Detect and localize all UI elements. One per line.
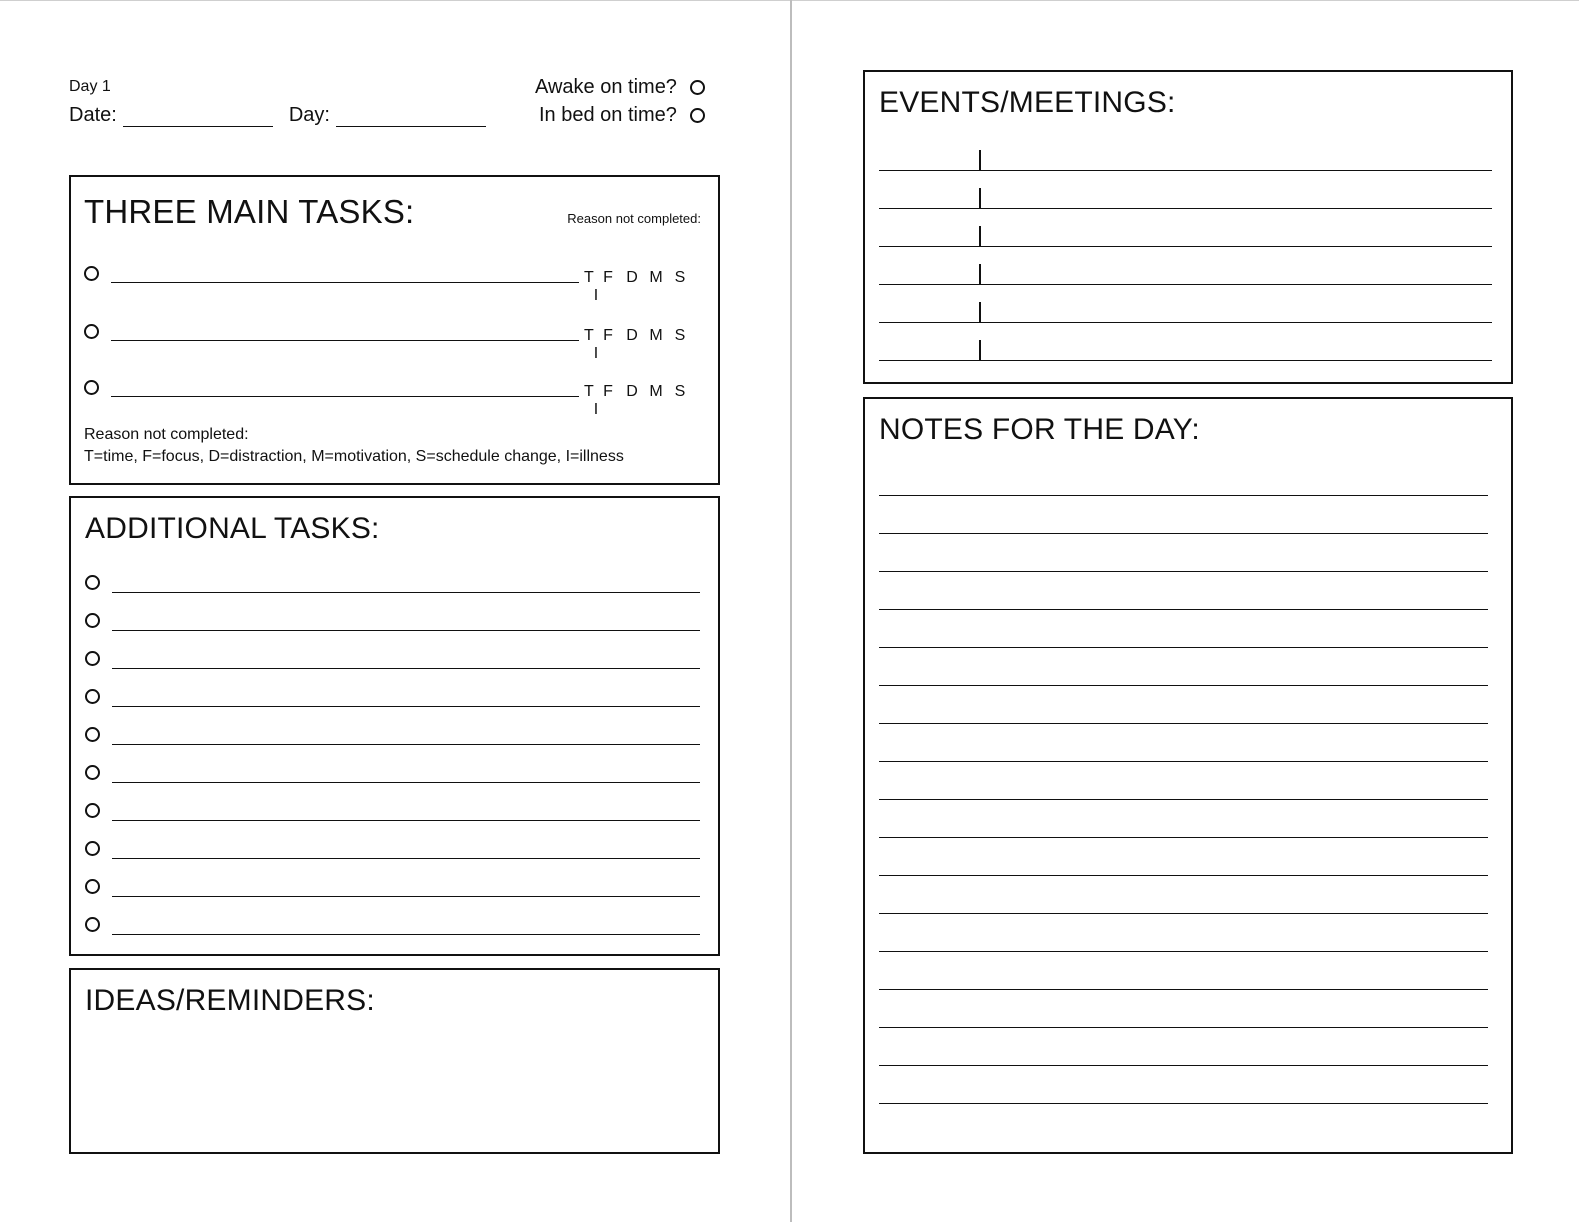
task-checkbox[interactable]: [85, 879, 100, 894]
reason-codes: [584, 327, 704, 363]
task-checkbox[interactable]: [85, 727, 100, 742]
task-line[interactable]: [112, 934, 700, 935]
three-main-tasks-title: THREE MAIN TASKS:: [84, 193, 415, 230]
main-task-row: [84, 378, 704, 418]
reason-code[interactable]: M: [649, 269, 663, 286]
task-line[interactable]: [112, 782, 700, 783]
additional-task-row: [85, 612, 700, 636]
event-time-divider: [979, 264, 981, 285]
note-line[interactable]: [879, 1027, 1488, 1028]
reason-code[interactable]: S: [674, 269, 686, 286]
main-task-checkbox[interactable]: [84, 324, 99, 339]
reason-code[interactable]: M: [649, 383, 663, 400]
event-line: [879, 322, 1492, 323]
task-line[interactable]: [112, 592, 700, 593]
day-number-label: Day 1: [69, 78, 111, 95]
reason-code[interactable]: M: [649, 327, 663, 344]
event-line: [879, 170, 1492, 171]
task-checkbox[interactable]: [85, 917, 100, 932]
three-main-tasks-section: [69, 175, 720, 485]
additional-task-row: [85, 764, 700, 788]
task-line[interactable]: [112, 820, 700, 821]
task-line[interactable]: [112, 744, 700, 745]
reason-code[interactable]: F: [603, 383, 613, 400]
additional-task-row: [85, 574, 700, 598]
note-line[interactable]: [879, 495, 1488, 496]
task-checkbox[interactable]: [85, 689, 100, 704]
reason-code[interactable]: I: [593, 287, 599, 304]
reason-code[interactable]: F: [603, 269, 613, 286]
event-row[interactable]: [879, 150, 1492, 174]
event-time-divider: [979, 340, 981, 361]
note-line[interactable]: [879, 571, 1488, 572]
task-line[interactable]: [112, 668, 700, 669]
in-bed-on-time-row: [539, 104, 705, 127]
event-row[interactable]: [879, 226, 1492, 250]
note-line[interactable]: [879, 533, 1488, 534]
events-meetings-section: [863, 70, 1513, 384]
event-line: [879, 208, 1492, 209]
notes-title: NOTES FOR THE DAY:: [879, 413, 1200, 446]
reason-code[interactable]: T: [584, 383, 594, 400]
reason-code[interactable]: I: [593, 401, 599, 418]
additional-tasks-title: ADDITIONAL TASKS:: [85, 512, 380, 545]
additional-task-row: [85, 916, 700, 940]
reason-code[interactable]: S: [674, 327, 686, 344]
event-row[interactable]: [879, 340, 1492, 364]
event-line: [879, 360, 1492, 361]
main-task-line[interactable]: [111, 282, 579, 283]
day-field-label: Day:: [288, 104, 330, 126]
reason-code[interactable]: T: [584, 269, 594, 286]
awake-on-time-checkbox[interactable]: [690, 80, 705, 95]
notes-for-the-day-section: [863, 397, 1513, 1154]
event-time-divider: [979, 226, 981, 247]
reason-legend-title: Reason not completed:: [84, 426, 249, 443]
main-task-checkbox[interactable]: [84, 380, 99, 395]
additional-task-row: [85, 650, 700, 674]
reason-code[interactable]: I: [593, 345, 599, 362]
main-task-line[interactable]: [111, 340, 579, 341]
in-bed-on-time-checkbox[interactable]: [690, 108, 705, 123]
note-line[interactable]: [879, 685, 1488, 686]
note-line[interactable]: [879, 609, 1488, 610]
task-checkbox[interactable]: [85, 803, 100, 818]
reason-codes: [584, 383, 704, 419]
event-time-divider: [979, 302, 981, 323]
note-line[interactable]: [879, 723, 1488, 724]
task-line[interactable]: [112, 706, 700, 707]
task-line[interactable]: [112, 896, 700, 897]
ideas-reminders-section[interactable]: [69, 968, 720, 1154]
task-line[interactable]: [112, 630, 700, 631]
reason-code[interactable]: T: [584, 327, 594, 344]
event-row[interactable]: [879, 264, 1492, 288]
note-line[interactable]: [879, 913, 1488, 914]
main-task-checkbox[interactable]: [84, 266, 99, 281]
reason-legend-text: T=time, F=focus, D=distraction, M=motivation, S=schedule change, I=illness: [84, 448, 624, 465]
task-checkbox[interactable]: [85, 651, 100, 666]
event-time-divider: [979, 188, 981, 209]
additional-task-row: [85, 840, 700, 864]
reason-codes: [584, 269, 704, 305]
awake-on-time-label: Awake on time?: [535, 76, 677, 98]
reason-code[interactable]: D: [626, 269, 638, 286]
task-checkbox[interactable]: [85, 613, 100, 628]
date-day-row: [69, 104, 486, 127]
event-line: [879, 284, 1492, 285]
day-field[interactable]: [336, 109, 486, 127]
note-line[interactable]: [879, 647, 1488, 648]
additional-tasks-section: [69, 496, 720, 956]
main-task-line[interactable]: [111, 396, 579, 397]
note-line[interactable]: [879, 989, 1488, 990]
reason-code[interactable]: S: [674, 383, 686, 400]
note-line[interactable]: [879, 799, 1488, 800]
task-line[interactable]: [112, 858, 700, 859]
additional-task-row: [85, 688, 700, 712]
event-row[interactable]: [879, 302, 1492, 326]
note-line[interactable]: [879, 951, 1488, 952]
event-row[interactable]: [879, 188, 1492, 212]
task-checkbox[interactable]: [85, 575, 100, 590]
additional-task-row: [85, 802, 700, 826]
main-task-row: [84, 264, 704, 304]
ideas-reminders-title: IDEAS/REMINDERS:: [85, 984, 375, 1017]
main-task-row: [84, 322, 704, 362]
events-meetings-title: EVENTS/MEETINGS:: [879, 86, 1176, 119]
page-spine-divider: [790, 0, 792, 1222]
note-line[interactable]: [879, 837, 1488, 838]
awake-on-time-row: [535, 76, 705, 99]
reason-not-completed-header: Reason not completed:: [567, 211, 701, 226]
reason-code[interactable]: F: [603, 327, 613, 344]
reason-code[interactable]: D: [626, 327, 638, 344]
note-line[interactable]: [879, 1065, 1488, 1066]
reason-legend: [84, 424, 624, 468]
note-line[interactable]: [879, 761, 1488, 762]
date-label: Date:: [69, 104, 117, 126]
note-line[interactable]: [879, 875, 1488, 876]
date-field[interactable]: [123, 109, 273, 127]
event-time-divider: [979, 150, 981, 171]
event-line: [879, 246, 1492, 247]
additional-task-row: [85, 878, 700, 902]
in-bed-on-time-label: In bed on time?: [539, 104, 677, 126]
note-line[interactable]: [879, 1103, 1488, 1104]
additional-task-row: [85, 726, 700, 750]
task-checkbox[interactable]: [85, 765, 100, 780]
reason-code[interactable]: D: [626, 383, 638, 400]
task-checkbox[interactable]: [85, 841, 100, 856]
